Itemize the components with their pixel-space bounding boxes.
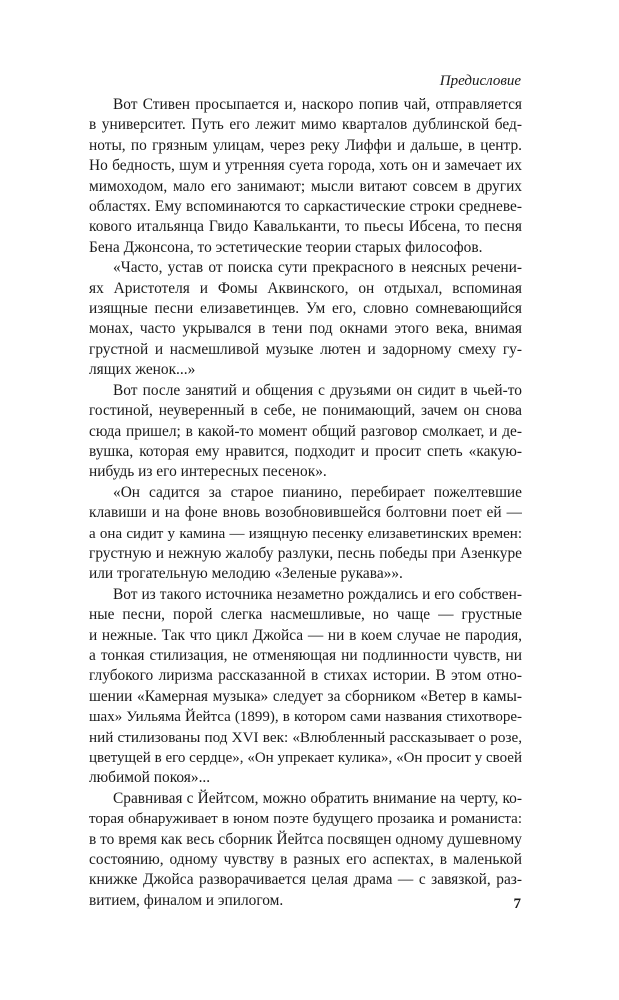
text-line: в университет. Путь его лежит мимо кварталов дублинской бед-	[89, 116, 522, 134]
body-text	[89, 95, 522, 911]
text-line: ях Аристотеля и Фомы Аквинского, он отдыхал, вспоминая	[89, 279, 522, 297]
text-line: монах, часто укрывался в тени под окнами этого века, внимая	[89, 320, 522, 338]
text-line: кового итальянца Гвидо Кавальканти, то пьесы Ибсена, то песня	[89, 218, 522, 236]
text-line: гостиной, неуверенный в себе, не понимающий, зачем он снова	[89, 402, 522, 420]
text-line: вушка, которая ему нравится, подходит и просит спеть «какую-	[89, 442, 522, 460]
paragraph	[89, 95, 522, 258]
text-line: нибудь из его интересных песенок».	[89, 463, 327, 481]
text-line: а тонкая стилизация, не отменяющая ни подлинности чувств, ни	[89, 646, 522, 664]
running-header: Предисловие	[439, 73, 521, 89]
text-line: Но бедность, шум и утренняя суета города, хоть он и замечает их	[89, 157, 522, 175]
text-line: «Он садится за старое пианино, перебирает пожелтевшие	[113, 483, 522, 501]
text-line: клавиши и на фоне вновь возобновившейся болтовни поет ей —	[89, 504, 522, 522]
text-line: в то время как весь сборник Йейтса посвящен одному душевному	[89, 830, 522, 848]
text-line: ные песни, порой слегка насмешливые, но чаще — грустные	[89, 606, 522, 624]
text-line: витием, финалом и эпилогом.	[89, 891, 284, 909]
text-line: и нежные. Так что цикл Джойса — ни в коем случае не пародия,	[89, 626, 522, 644]
text-line: Сравнивая с Йейтсом, можно обратить внимание на черту, ко-	[113, 789, 522, 807]
text-line: грустной и насмешливой музыке лютен и задорному смеху гу-	[89, 340, 522, 358]
text-line: грустную и нежную жалобу разлуки, песнь победы при Азенкуре	[89, 544, 522, 562]
text-line: или трогательную мелодию «Зеленые рукава»».	[89, 565, 403, 583]
text-line: областях. Ему вспоминаются то саркастические строки средневе-	[89, 198, 522, 216]
text-line: Вот из такого источника незаметно рождались и его собствен-	[113, 585, 522, 603]
text-line: «Часто, устав от поиска сути прекрасного в неясных речени-	[113, 259, 522, 277]
paragraph	[89, 258, 522, 380]
text-line: торая обнаруживает в юном поэте будущего прозаика и романиста:	[89, 811, 522, 828]
text-line: Бена Джонсона, то эстетические теории старых философов.	[89, 238, 483, 256]
text-line: изящные песни елизаветинцев. Ум его, словно сомневающийся	[89, 300, 522, 318]
text-line: мимоходом, мало его занимают; мысли витают совсем в других	[89, 177, 522, 195]
page-number: 7	[513, 896, 521, 912]
text-line: лящих женок...»	[89, 361, 196, 379]
text-line: ний стилизованы под XVI век: «Влюбленный рассказывает о розе,	[89, 728, 522, 746]
text-line: шах» Уильяма Йейтса (1899), в котором сами названия стихотворе-	[89, 709, 522, 726]
text-line: сюда пришел; в какой-то момент общий разговор смолкает, и де-	[89, 422, 522, 440]
paragraph	[89, 585, 522, 789]
text-line: цветущей в его сердце», «Он упрекает кулика», «Он просит у своей	[89, 750, 522, 766]
text-line: а она сидит у камина — изящную песенку елизаветинских времен:	[89, 525, 522, 542]
text-line: Вот после занятий и общения с друзьями он сидит в чьей-то	[113, 381, 522, 399]
paragraph	[89, 381, 522, 483]
text-line: любимой покоя»...	[89, 769, 211, 787]
paragraph	[89, 483, 522, 585]
text-line: глубокого лиризма рассказанной в стихах истории. В этом отно-	[89, 667, 522, 685]
text-line: книжке Джойса разворачивается целая драма — с завязкой, раз-	[89, 871, 522, 889]
paragraph	[89, 789, 522, 911]
text-line: состоянию, одному чувству в разных его аспектах, в маленькой	[89, 851, 522, 869]
text-line: Вот Стивен просыпается и, наскоро попив чай, отправляется	[113, 96, 522, 113]
text-line: шении «Камерная музыка» следует за сборником «Ветер в камы-	[89, 687, 522, 705]
text-line: ноты, по грязным улицам, через реку Лиффи и дальше, в центр.	[89, 136, 522, 154]
